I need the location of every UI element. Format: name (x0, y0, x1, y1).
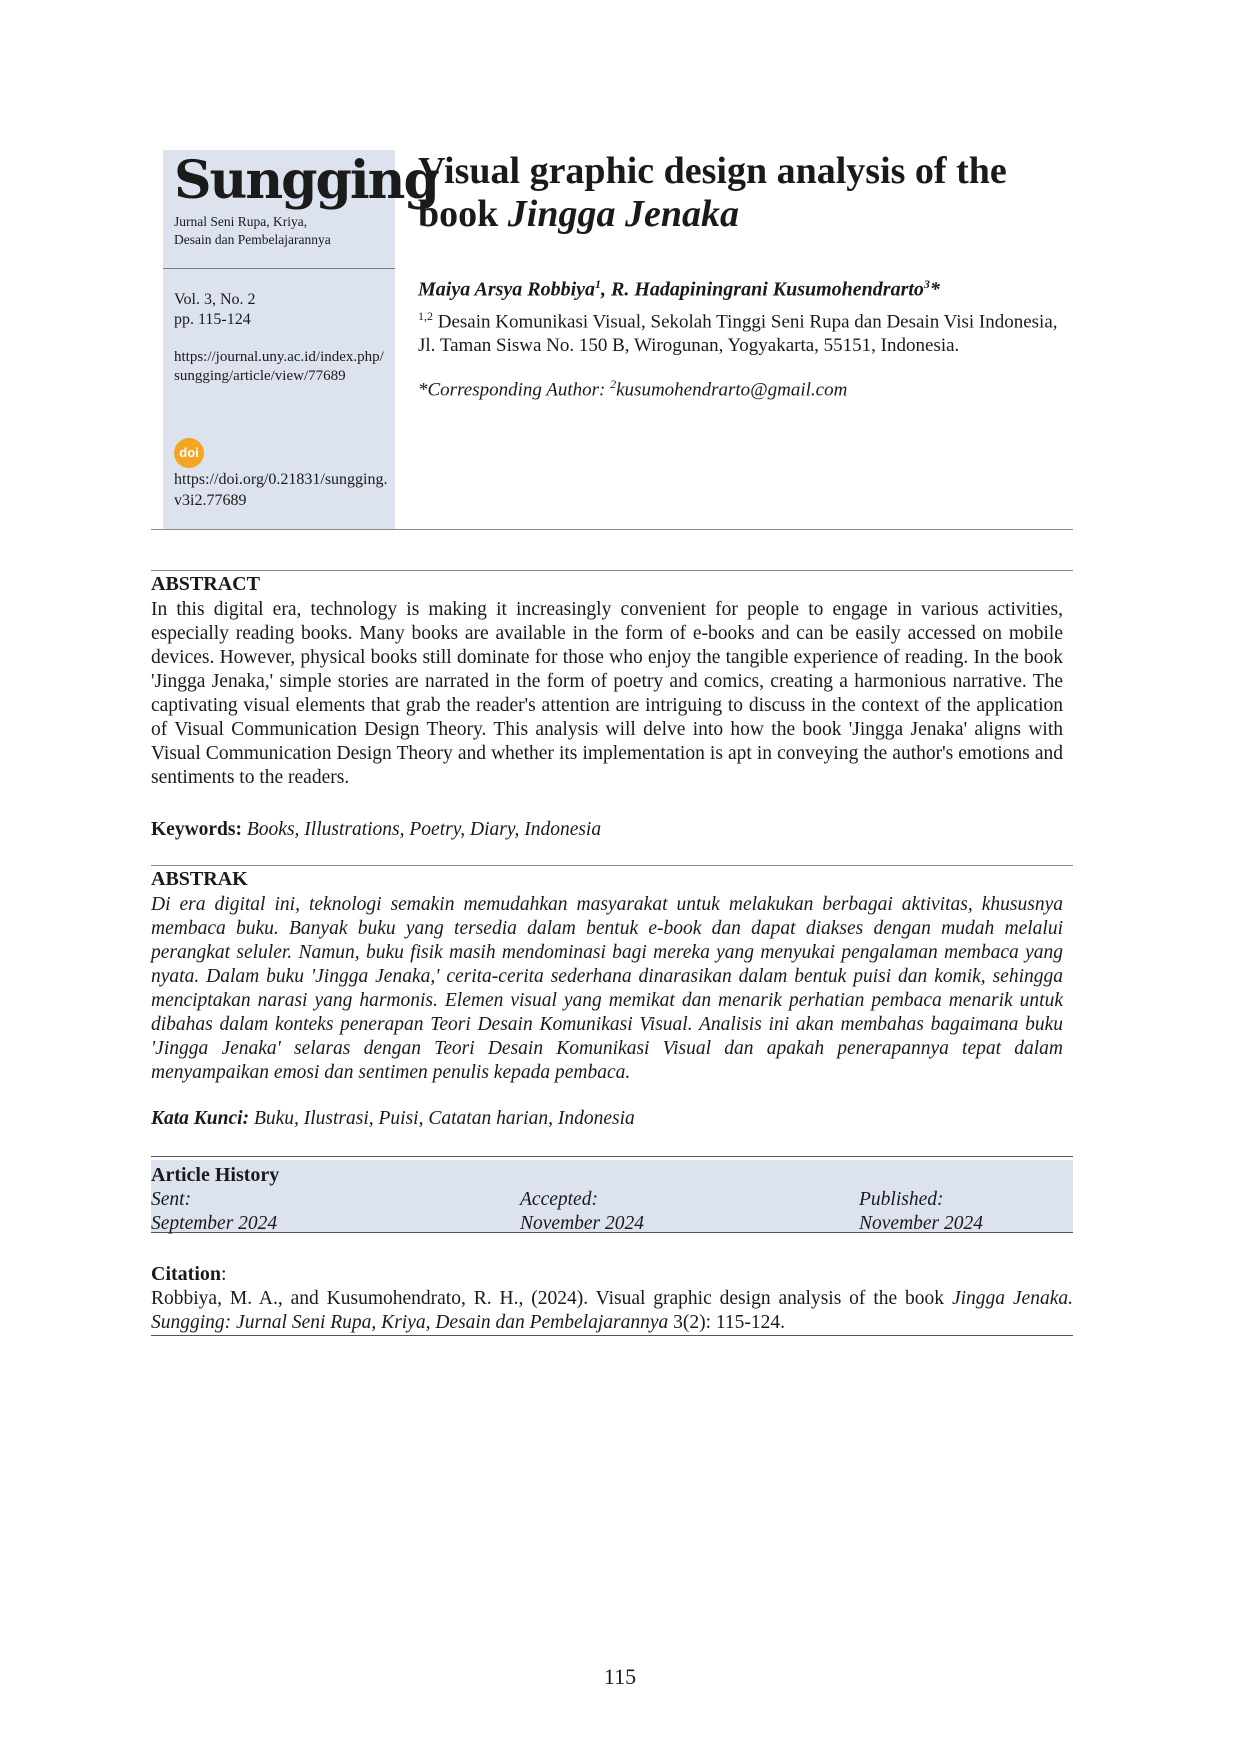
affiliation (418, 304, 1058, 358)
abstract-top-rule (151, 570, 1073, 571)
title-line1: Visual graphic design analysis of the (418, 150, 1007, 192)
citation-bottom-rule (151, 1335, 1073, 1336)
history-sent (151, 1188, 277, 1236)
keywords-label: Keywords: (151, 819, 242, 840)
abstrak-heading: ABSTRAK (151, 868, 248, 890)
author-2-sup: 3 (923, 277, 930, 291)
abstract-heading: ABSTRACT (151, 573, 260, 595)
citation-italic: Jingga Jenaka. Sungging: Jurnal Seni Rupa, Kriya, Desain dan Pembelajarannya (151, 1288, 1073, 1333)
title-line2-plain: book (418, 193, 508, 235)
volume-number: Vol. 3, No. 2 (174, 291, 256, 308)
author-list (418, 277, 1058, 302)
corresponding-author (418, 377, 1058, 401)
volume-info (174, 290, 256, 330)
kata-kunci-label: Kata Kunci: (151, 1108, 250, 1129)
doi-icon: doi (174, 438, 204, 468)
corresponding-sup: 2 (610, 377, 617, 391)
journal-logo: Sungging (174, 150, 438, 211)
citation-heading-text: Citation (151, 1263, 221, 1285)
history-published (859, 1188, 983, 1236)
sidebar-divider (163, 268, 395, 269)
author-1-sup: 1 (595, 277, 602, 291)
author-1: Maiya Arsya Robbiya (418, 278, 596, 301)
journal-subtitle (174, 213, 389, 249)
kata-kunci (151, 1108, 635, 1130)
page-range: pp. 115-124 (174, 311, 251, 328)
accepted-date: November 2024 (520, 1213, 645, 1234)
kata-kunci-value: Buku, Ilustrasi, Puisi, Catatan harian, Indonesia (253, 1108, 635, 1129)
published-label: Published: (859, 1189, 944, 1210)
keywords (151, 819, 601, 841)
sent-date: September 2024 (151, 1213, 278, 1234)
citation-heading (151, 1263, 227, 1286)
article-history-heading: Article History (151, 1164, 280, 1186)
sent-label: Sent: (151, 1189, 192, 1210)
affiliation-text: Desain Komunikasi Visual, Sekolah Tinggi Seni Rupa dan Desain Visi Indonesia, Jl. Taman Siswa No. 150 B, Wirogunan, Yogyakarta, 55151, Indonesia. (418, 311, 1058, 357)
history-accepted (520, 1188, 644, 1236)
corresponding-email: kusumohendrarto@gmail.com (616, 379, 848, 401)
accepted-label: Accepted: (520, 1189, 598, 1210)
citation-colon: : (221, 1263, 227, 1285)
title-line2-italic: Jingga Jenaka (507, 193, 739, 235)
abstrak-top-rule (151, 865, 1073, 866)
article-url-link[interactable]: https://journal.uny.ac.id/index.php/sungging/article/view/77689 (174, 349, 384, 384)
affiliation-sup: 1,2 (418, 309, 433, 323)
article-title (418, 150, 1058, 236)
page-number: 115 (603, 1664, 637, 1689)
author-separator: , (601, 278, 612, 301)
keywords-value: Books, Illustrations, Poetry, Diary, Indonesia (246, 819, 602, 840)
corresponding-star: * (929, 278, 940, 301)
history-top-rule (151, 1156, 1073, 1157)
abstrak-text: Di era digital ini, teknologi semakin memudahkan masyarakat untuk melakukan berbagai aktivitas, khususnya membaca buku. Banyak buku yang tersedia dalam bentuk e-book dan dapat diakses dengan mudah melalui perangkat seluler. Namun, buku fisik masih mendominasi bagi mereka yang menyukai pengalaman membaca yang nyata. Dalam buku 'Jingga Jenaka,' cerita-cerita sederhana dinarasikan dalam bentuk puisi dan komik, sehingga menciptakan narasi yang harmonis. Elemen visual yang memikat dan menarik perhatian pembaca menarik untuk dibahas dalam konteks penerapan Teori Desain Komunikasi Visual. Analisis ini akan membahas bagaimana buku 'Jingga Jenaka' selaras dengan Teori Desain Komunikasi Visual dan apakah penerapannya tepat dalam menyampaikan emosi dan sentimen penulis kepada pembaca. (151, 894, 1063, 1083)
abstract-text: In this digital era, technology is making it increasingly convenient for people to engage in various activities, especially reading books. Many books are available in the form of e-books and can be easily accessed on mobile devices. However, physical books still dominate for those who enjoy the tangible experience of reading. In the book 'Jingga Jenaka,' simple stories are narrated in the form of poetry and comics, creating a harmonious narrative. The captivating visual elements that grab the reader's attention are intriguing to discuss in the context of the application of Visual Communication Design Theory. This analysis will delve into how the book 'Jingga Jenaka' aligns with Visual Communication Design Theory and whether its implementation is apt in conveying the author's emotions and sentiments to the readers. (151, 599, 1063, 788)
citation-plain: Robbiya, M. A., and Kusumohendrato, R. H., (2024). Visual graphic design analysis of the book (151, 1288, 952, 1309)
doi-link[interactable]: https://doi.org/0.21831/sungging.v3i2.77689 (174, 471, 388, 509)
corresponding-label: *Corresponding Author: (418, 379, 611, 401)
author-2: R. Hadapiningrani Kusumohendrarto (611, 278, 924, 301)
published-date: November 2024 (859, 1213, 984, 1234)
citation-end: 3(2): 115-124. (668, 1312, 786, 1333)
header-rule (151, 529, 1073, 530)
citation-text (151, 1287, 1073, 1335)
journal-subtitle-line1: Jurnal Seni Rupa, Kriya, (174, 214, 308, 229)
journal-subtitle-line2: Desain dan Pembelajarannya (174, 232, 331, 247)
